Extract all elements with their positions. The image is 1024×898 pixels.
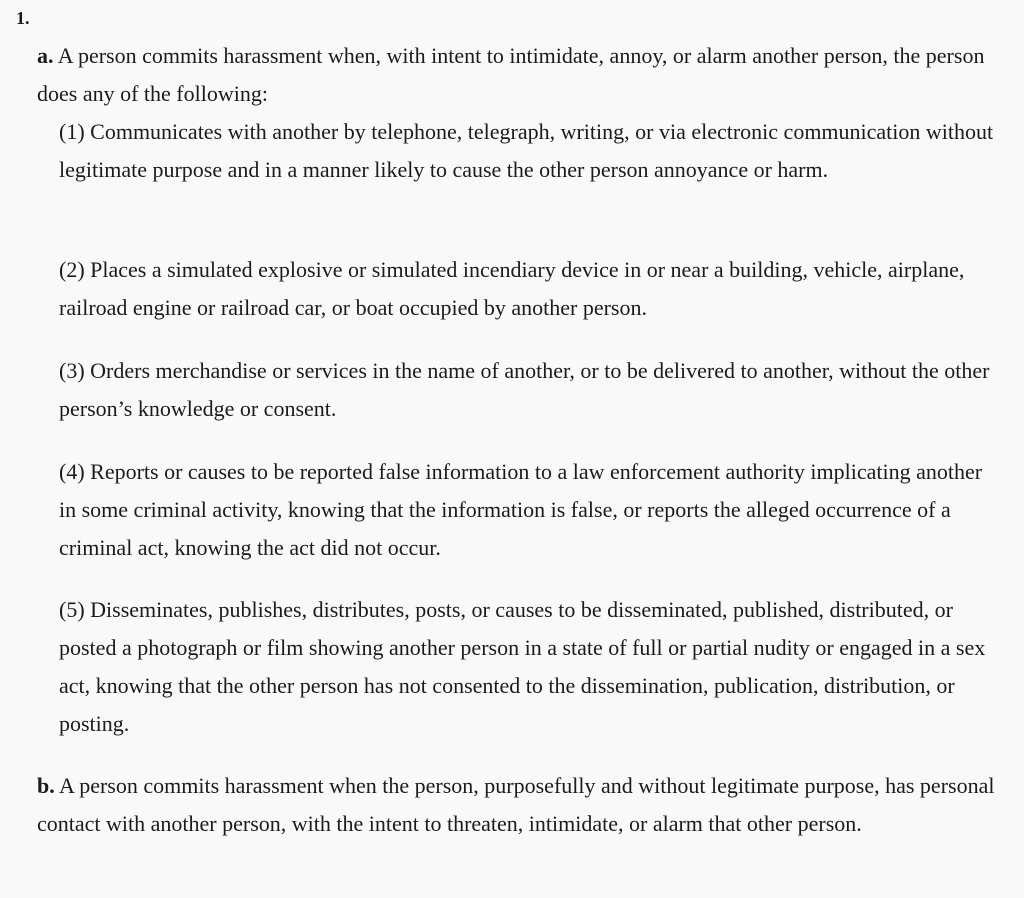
list-item <box>59 113 999 189</box>
item-5-text: Disseminates, publishes, distributes, posts, or causes to be disseminated, published, distributed, or posted a photograph or film showing another person in a state of full or partial nudity or engaged in a sex act, knowing that the other person has not consented to the dissemination, publication, distribution, or posting. <box>59 597 986 736</box>
item-3-label: (3) <box>59 358 85 383</box>
paragraph-a-label: a. <box>37 43 54 68</box>
paragraph-a-text: A person commits harassment when, with intent to intimidate, annoy, or alarm another person, the person does any of the following: <box>37 43 985 106</box>
list-item <box>59 453 999 567</box>
paragraph-b <box>37 767 1007 843</box>
item-1-text: Communicates with another by telephone, telegraph, writing, or via electronic communication without legitimate purpose and in a manner likely to cause the other person annoyance or harm. <box>59 119 994 182</box>
section-number: 1. <box>16 8 30 28</box>
list-item <box>59 352 999 428</box>
paragraph-a <box>37 37 997 113</box>
paragraph-b-text: A person commits harassment when the person, purposefully and without legitimate purpose, has personal contact with another person, with the intent to threaten, intimidate, or alarm that other person. <box>37 773 995 836</box>
item-5-label: (5) <box>59 597 85 622</box>
item-2-label: (2) <box>59 257 85 282</box>
paragraph-b-label: b. <box>37 773 55 798</box>
item-4-text: Reports or causes to be reported false information to a law enforcement authority implicating another in some criminal activity, knowing that the information is false, or reports the alleged occurrence of a criminal act, knowing the act did not occur. <box>59 459 983 560</box>
list-item <box>59 251 999 327</box>
item-1-label: (1) <box>59 119 85 144</box>
list-item <box>59 591 1009 743</box>
item-2-text: Places a simulated explosive or simulated incendiary device in or near a building, vehicle, airplane, railroad engine or railroad car, or boat occupied by another person. <box>59 257 965 320</box>
item-3-text: Orders merchandise or services in the name of another, or to be delivered to another, without the other person’s knowledge or consent. <box>59 358 990 421</box>
item-4-label: (4) <box>59 459 85 484</box>
